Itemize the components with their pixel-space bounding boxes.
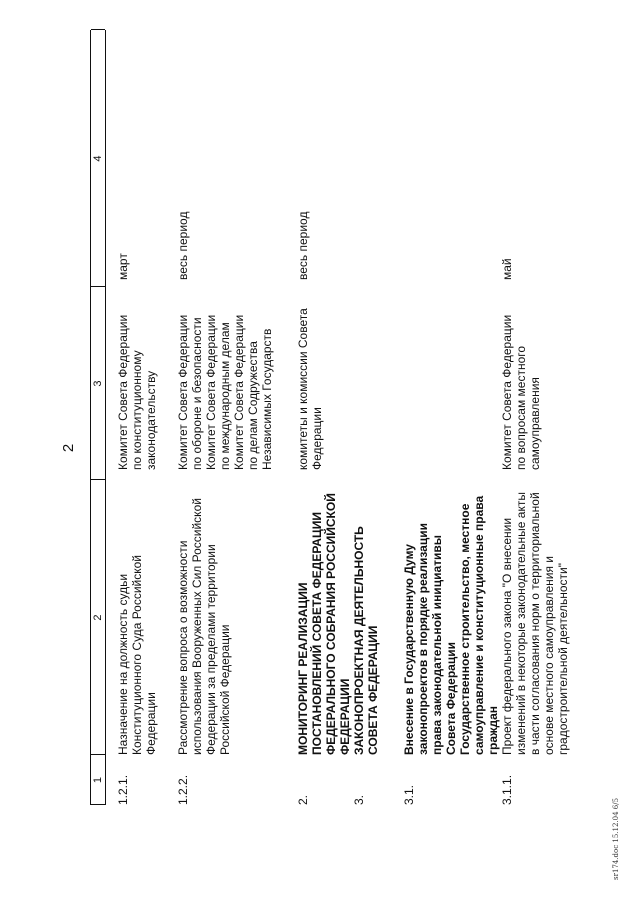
row-text: ЗАКОНОПРОЕКТНАЯ ДЕЯТЕЛЬНОСТЬ СОВЕТА ФЕДЕРАЦИИ — [352, 526, 380, 755]
table-header — [90, 30, 106, 805]
row-text: МОНИТОРИНГ РЕАЛИЗАЦИИ ПОСТАНОВЛЕНИЙ СОВЕТА ФЕДЕРАЦИИ ФЕДЕРАЛЬНОГО СОБРАНИЯ РОССИЙСКОЙ ФЕДЕРАЦИИ — [296, 493, 352, 755]
row-number: 3.1. — [402, 784, 416, 805]
row-text: Государственное строительство, местное самоуправление и конституционные права граждан — [458, 495, 500, 755]
row-term: март — [116, 253, 130, 280]
row-term: весь период — [176, 211, 190, 280]
row-responsible: Комитет Совета Федерации по обороне и безопасности Комитет Совета Федерации по международным делам Комитет Совета Федерации по делам Содружества Независимых Государств — [176, 314, 274, 470]
row-number: 3.1.1. — [500, 774, 514, 805]
row-number: 2. — [296, 794, 310, 805]
row-number: 3. — [352, 794, 366, 805]
column-number-4: 4 — [92, 155, 104, 162]
page-number: 2 — [60, 443, 77, 453]
row-number: 1.2.2. — [176, 774, 190, 805]
file-footer-note: sr174.doc 15.12.04 6/5 — [612, 797, 620, 880]
row-text: Назначение на должность судьи Конституционного Суда Российской Федерации — [116, 554, 158, 755]
column-number-2: 2 — [92, 614, 104, 621]
row-term: весь период — [296, 211, 310, 280]
row-term: май — [500, 258, 514, 280]
row-number: 1.2.1. — [116, 774, 130, 805]
column-number-1: 1 — [92, 776, 104, 784]
row-responsible: комитеты и комиссии Совета Федерации — [296, 308, 324, 470]
column-number-3: 3 — [92, 380, 104, 387]
row-text: Внесение в Государственную Думу законопроектов в порядке реализации права законодательной инициативы Совета Федерации — [402, 523, 458, 755]
row-text: Рассмотрение вопроса о возможности использования Вооруженных Сил Российской Федерации за пределами территории Российской Федерации — [176, 498, 232, 755]
row-responsible: Комитет Совета Федерации по конституционному законодательству — [116, 314, 158, 470]
row-responsible: Комитет Совета Федерации по вопросам местного самоуправления — [500, 314, 542, 470]
row-text: Проект федерального закона "О внесении изменений в некоторые законодательные акты в части согласования норм о территориальной основе местного самоуправления и градостроительной деятельности" — [500, 492, 570, 755]
